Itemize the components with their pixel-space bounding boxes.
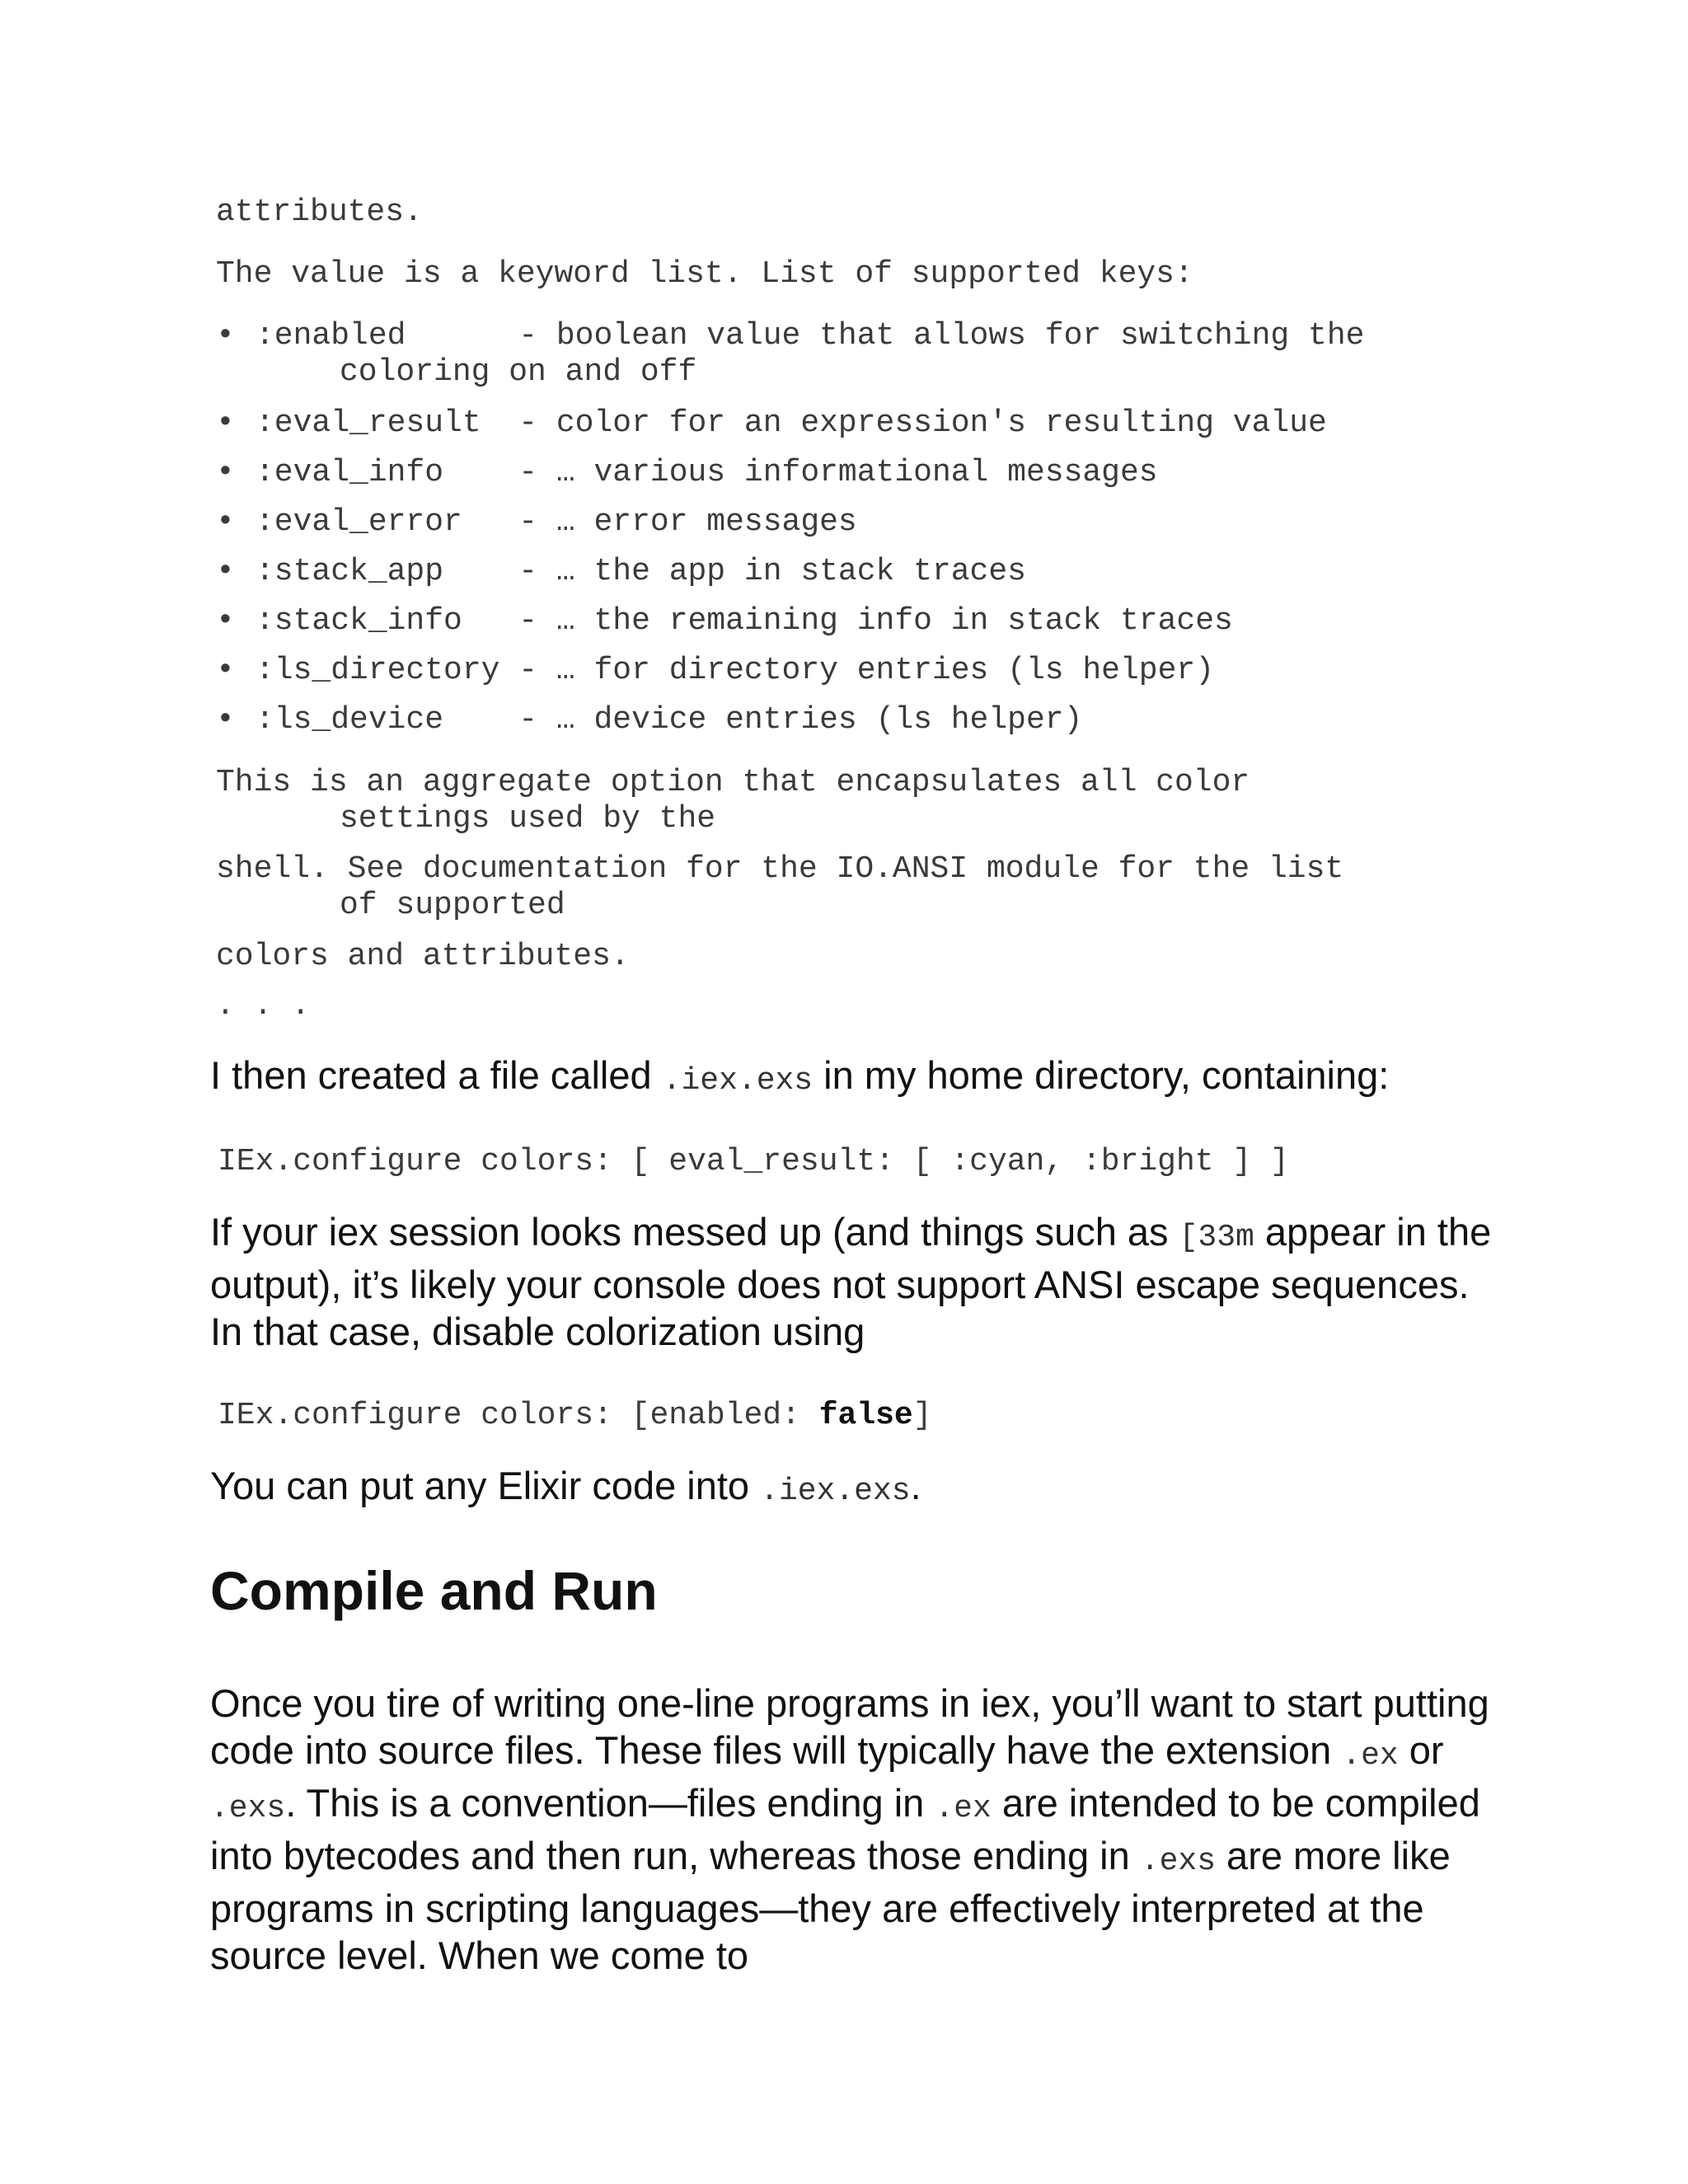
inline-code: .exs (210, 1791, 286, 1826)
inline-code: .ex (935, 1791, 992, 1826)
bullet-desc: - … various informational messages (518, 455, 1158, 490)
paragraph-compile: Once you tire of writing one-line programs in iex, you’ll want to start putting code into source files. These files will typically have the extension .ex or .exs. This is a convention—files ending in .ex are intended to be compiled into bytecodes and then run, whereas those ending in .exs are more like programs in scripting languages—they are effectively interpreted at the source level. When we come to (210, 1681, 1489, 1977)
bullet-marker: • (216, 603, 235, 639)
bullet-marker: • (216, 318, 235, 354)
text-value-intro: The value is a keyword list. List of supported keys: (216, 256, 1193, 292)
bullet-marker: • (216, 702, 235, 738)
bullet-item-stack-app (216, 554, 1026, 590)
inline-code: .iex.exs (760, 1474, 911, 1509)
paragraph-any-code: You can put any Elixir code into .iex.exs. (210, 1464, 921, 1509)
inline-code: .ex (1342, 1738, 1399, 1774)
bullet-desc: - … device entries (ls helper) (518, 702, 1083, 738)
bullet-desc: - … error messages (518, 504, 857, 540)
code-keyword: false (818, 1398, 913, 1433)
inline-code: .iex.exs (662, 1063, 814, 1099)
paragraph-messed-up: If your iex session looks messed up (and things such as [33m appear in the output), it’s likely your console does not support ANSI escape sequences. In that case, disable colorization using (210, 1210, 1492, 1353)
bullet-item-eval-error (216, 504, 857, 541)
bullet-marker: • (216, 504, 235, 540)
bullet-item-enabled (216, 318, 1364, 391)
bullet-marker: • (216, 405, 235, 441)
bullet-desc: - … the remaining info in stack traces (518, 603, 1233, 639)
bullet-key: :eval_info (256, 455, 444, 490)
text-aggregate-3: colors and attributes. (216, 939, 630, 974)
text-aggregate-1: This is an aggregate option that encapsulates all color settings used by the (216, 765, 1250, 837)
bullet-item-eval-info (216, 455, 1158, 491)
bullet-key: :eval_result (256, 405, 481, 441)
bullet-key: :ls_device (256, 702, 444, 738)
bullet-key: :stack_info (256, 603, 462, 639)
bullet-desc: - … the app in stack traces (518, 554, 1026, 589)
text-attributes: attributes. (216, 194, 423, 230)
bullet-key: :enabled (256, 318, 406, 354)
code-block-colors: IEx.configure colors: [ eval_result: [ :cyan, :bright ] ] (218, 1144, 1289, 1179)
bullet-key: :ls_directory (256, 653, 500, 688)
inline-code: [33m (1179, 1220, 1254, 1255)
bullet-key: :stack_app (256, 554, 444, 589)
bullet-continuation: coloring on and off (340, 354, 697, 390)
bullet-desc: - … for directory entries (ls helper) (518, 653, 1215, 688)
bullet-desc: - color for an expression's resulting value (518, 405, 1327, 441)
bullet-marker: • (216, 455, 235, 490)
bullet-marker: • (216, 554, 235, 589)
bullet-item-stack-info (216, 603, 1233, 640)
bullet-desc: - boolean value that allows for switching the (518, 318, 1365, 354)
text-aggregate-2: shell. See documentation for the IO.ANSI module for the list of supported (216, 851, 1344, 923)
bullet-key: :eval_error (256, 504, 462, 540)
bullet-item-ls-directory (216, 653, 1214, 689)
paragraph-created-file: I then created a file called .iex.exs in my home directory, containing: (210, 1053, 1390, 1099)
section-heading: Compile and Run (210, 1560, 658, 1621)
code-block-disable-colors: IEx.configure colors: [enabled: false] (218, 1398, 932, 1433)
bullet-item-eval-result (216, 405, 1327, 442)
bullet-item-ls-device (216, 702, 1082, 738)
inline-code: .exs (1140, 1844, 1216, 1879)
bullet-marker: • (216, 653, 235, 688)
text-ellipsis: . . . (216, 988, 311, 1024)
